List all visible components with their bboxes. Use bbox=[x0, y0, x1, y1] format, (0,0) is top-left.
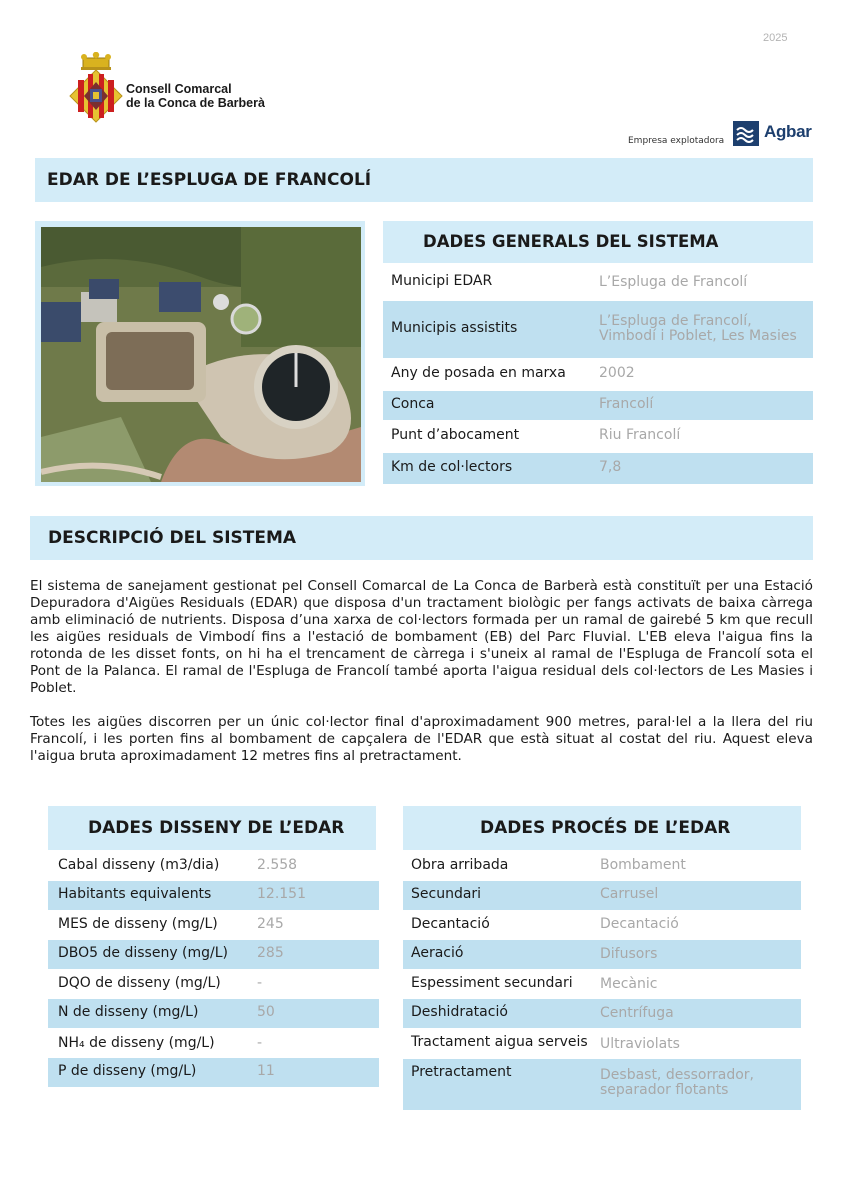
table-row bbox=[48, 911, 379, 940]
council-coat-of-arms-logo bbox=[68, 52, 124, 124]
table-row bbox=[48, 1058, 379, 1087]
page-title: EDAR DE L’ESPLUGA DE FRANCOLÍ bbox=[47, 170, 372, 190]
agbar-logo-icon bbox=[733, 121, 759, 146]
year-label: 2025 bbox=[763, 32, 788, 44]
row-value: 11 bbox=[257, 1063, 275, 1079]
row-value: Ultraviolats bbox=[600, 1036, 680, 1052]
process-data-heading: DADES PROCÉS DE L’EDAR bbox=[480, 818, 731, 838]
row-label: Obra arribada bbox=[411, 857, 509, 873]
aerial-photo-image bbox=[41, 227, 361, 482]
operator-label: Empresa explotadora bbox=[628, 136, 725, 146]
table-row bbox=[383, 263, 813, 299]
process-data-header bbox=[403, 806, 801, 850]
table-row bbox=[403, 881, 801, 910]
table-row bbox=[403, 969, 801, 998]
row-value: 50 bbox=[257, 1004, 275, 1020]
row-value: Francolí bbox=[599, 396, 654, 412]
table-row bbox=[403, 940, 801, 969]
row-label: Habitants equivalents bbox=[58, 886, 212, 902]
table-row bbox=[48, 1029, 379, 1058]
row-label: Punt d’abocament bbox=[391, 427, 520, 443]
row-value-line2: separador flotants bbox=[600, 1082, 729, 1098]
table-row bbox=[383, 453, 813, 484]
row-value: Mecànic bbox=[600, 976, 658, 992]
table-row bbox=[383, 359, 813, 389]
row-label: Aeració bbox=[411, 945, 464, 961]
table-row bbox=[48, 940, 379, 969]
row-value: L’Espluga de Francolí bbox=[599, 274, 748, 290]
table-row bbox=[48, 851, 379, 880]
row-value: 285 bbox=[257, 945, 284, 961]
row-label: Secundari bbox=[411, 886, 482, 902]
design-data-header bbox=[48, 806, 376, 850]
general-data-header bbox=[383, 221, 813, 263]
row-label: DBO5 de disseny (mg/L) bbox=[58, 945, 229, 961]
title-bar bbox=[35, 158, 813, 202]
table-row bbox=[403, 911, 801, 940]
row-label: Deshidratació bbox=[411, 1004, 508, 1020]
row-label: Tractament aigua serveis bbox=[411, 1034, 588, 1050]
row-label: DQO de disseny (mg/L) bbox=[58, 975, 221, 991]
table-row bbox=[403, 851, 801, 880]
description-paragraph-1: El sistema de sanejament gestionat pel Consell Comarcal de La Conca de Barberà està constituït per una Estació Depuradora d'Aigües Residuals (EDAR) que disposa d'un tractament biològic per fangs activats de baixa càrrega amb eliminació de nutrients. Disposa d’una xarxa de col·lectors formada per un ramal de gairebé 5 km que recull les aigües residuals de Vimbodí fins a l'estació de bombament (EB) del Parc Fluvial. L'EB eleva l'aigua fins la rotonda de les disset fonts, on hi ha el trencament de càrrega i s'uneix al ramal de l'Espluga de Francolí sota el Pont de la Palanca. El ramal de l'Espluga de Francolí també aporta l'aigua residual dels col·lectors de Les Masies i Poblet. bbox=[30, 578, 813, 696]
design-data-heading: DADES DISSENY DE L’EDAR bbox=[88, 818, 345, 838]
row-label: Municipi EDAR bbox=[391, 273, 493, 289]
row-label: Decantació bbox=[411, 916, 490, 932]
row-value: 12.151 bbox=[257, 886, 306, 902]
description-heading: DESCRIPCIÓ DEL SISTEMA bbox=[48, 528, 297, 548]
description-header bbox=[30, 516, 813, 560]
row-value: Decantació bbox=[600, 916, 679, 932]
row-value: - bbox=[257, 1035, 263, 1051]
council-name bbox=[126, 82, 265, 110]
row-value: Carrusel bbox=[600, 886, 659, 902]
row-value-line2: Vimbodí i Poblet, Les Masies bbox=[599, 328, 797, 344]
row-value: Difusors bbox=[600, 946, 658, 962]
general-data-heading: DADES GENERALS DEL SISTEMA bbox=[423, 232, 719, 251]
row-value: 7,8 bbox=[599, 459, 622, 475]
row-label: Cabal disseny (m3/dia) bbox=[58, 857, 220, 873]
row-value: 245 bbox=[257, 916, 284, 932]
row-label: MES de disseny (mg/L) bbox=[58, 916, 218, 932]
row-value-line1: Desbast, dessorrador, bbox=[600, 1067, 754, 1083]
row-label: N de disseny (mg/L) bbox=[58, 1004, 199, 1020]
table-row bbox=[403, 1059, 801, 1110]
operator-name: Agbar bbox=[764, 122, 812, 141]
table-row bbox=[48, 999, 379, 1028]
council-name-line1: Consell Comarcal bbox=[126, 82, 232, 96]
table-row bbox=[48, 881, 379, 910]
description-paragraph-2: Totes les aigües discorren per un únic col·lector final d'aproximadament 900 metres, paral·lel a la llera del riu Francolí, i les porten fins al bombament de capçalera de l'EDAR que està situat al costat del riu. Aquest eleva l'aigua bruta aproximadament 12 metres fins al pretractament. bbox=[30, 714, 813, 764]
row-value: 2002 bbox=[599, 365, 635, 381]
table-row bbox=[403, 1029, 801, 1058]
council-name-line2: de la Conca de Barberà bbox=[126, 96, 265, 110]
row-label: Pretractament bbox=[411, 1064, 512, 1080]
description-text bbox=[30, 578, 813, 782]
row-value: Centrífuga bbox=[600, 1005, 674, 1021]
table-row bbox=[383, 421, 813, 452]
row-value: Bombament bbox=[600, 857, 686, 873]
row-label: Espessiment secundari bbox=[411, 975, 573, 991]
row-label: Any de posada en marxa bbox=[391, 365, 566, 381]
row-label: Conca bbox=[391, 396, 435, 412]
row-value: - bbox=[257, 975, 263, 991]
row-label: P de disseny (mg/L) bbox=[58, 1063, 197, 1079]
row-value: Riu Francolí bbox=[599, 427, 681, 443]
row-label: NH₄ de disseny (mg/L) bbox=[58, 1035, 215, 1051]
row-value: 2.558 bbox=[257, 857, 298, 873]
general-data-table bbox=[383, 263, 813, 485]
row-label: Km de col·lectors bbox=[391, 459, 513, 475]
table-row bbox=[383, 301, 813, 358]
row-value-line1: L’Espluga de Francolí, bbox=[599, 313, 752, 329]
process-data-table bbox=[403, 851, 801, 1111]
table-row bbox=[383, 391, 813, 420]
table-row bbox=[403, 999, 801, 1028]
table-row bbox=[48, 969, 379, 998]
design-data-table bbox=[48, 851, 379, 1087]
row-label: Municipis assistits bbox=[391, 320, 518, 336]
aerial-photo-frame bbox=[35, 221, 365, 486]
